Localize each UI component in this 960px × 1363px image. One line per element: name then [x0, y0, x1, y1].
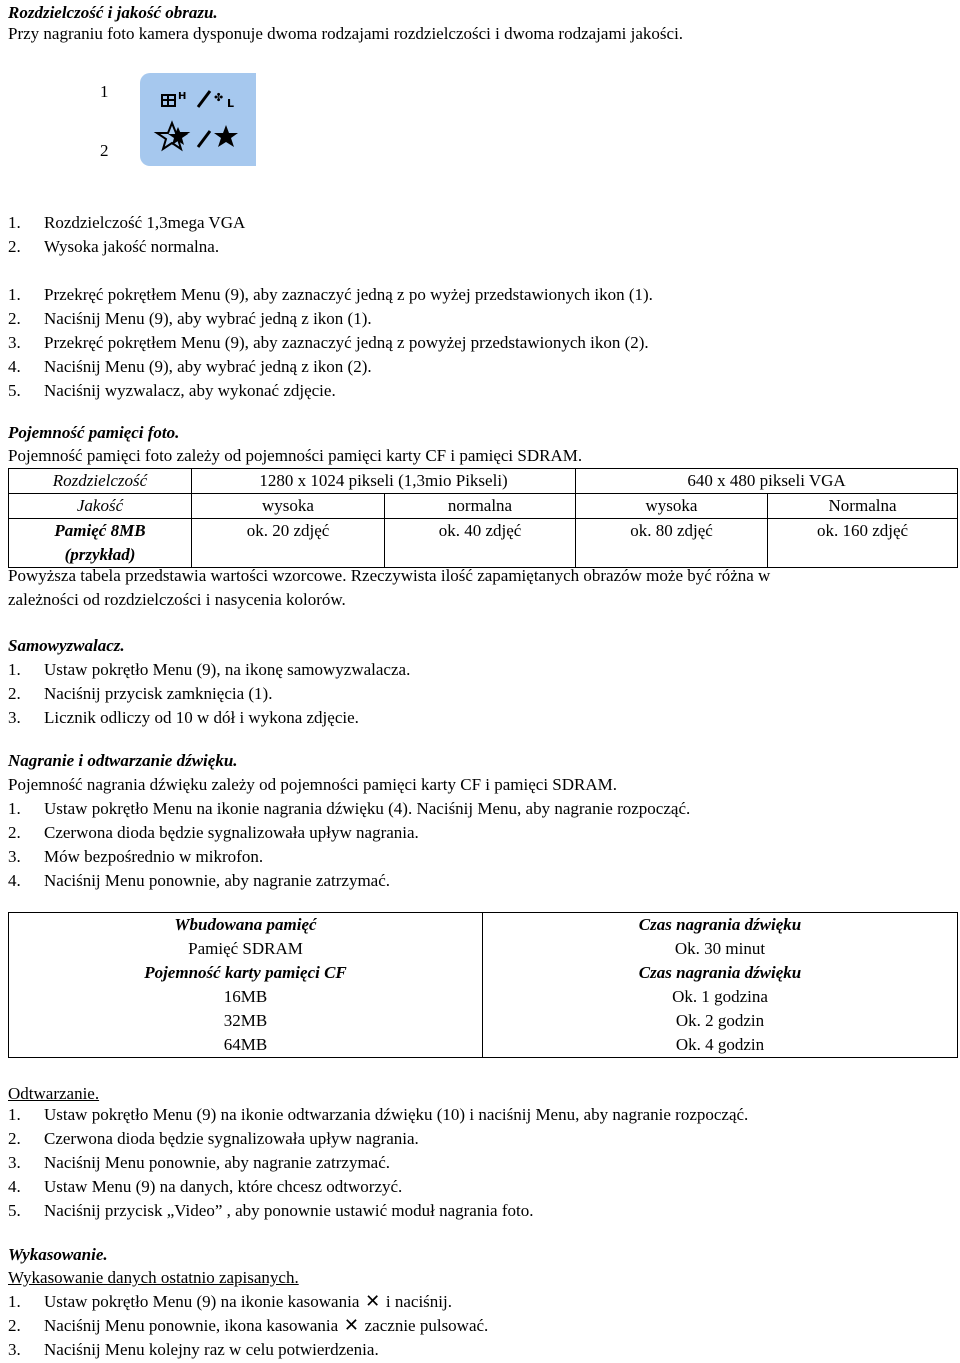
list-item: 5. Naciśnij przycisk „Video” , aby ponownie ustawić moduł nagrania foto.: [8, 1201, 534, 1220]
list-item: 3. Naciśnij Menu ponownie, aby nagranie zatrzymać.: [8, 1153, 391, 1172]
section-subtitle-delete: Wykasowanie danych ostatnio zapisanych.: [8, 1268, 299, 1287]
table-header-cell: Czas nagrania dźwięku: [483, 913, 958, 938]
table-header-cell: Czas nagrania dźwięku: [483, 961, 958, 985]
resolution-quality-icon: [140, 73, 256, 166]
audio-steps-list: [8, 797, 690, 893]
table-row: [9, 469, 958, 494]
audio-capacity-table: [8, 912, 958, 1058]
table-row: [9, 494, 958, 519]
section-title-delete: Wykasowanie.: [8, 1245, 108, 1264]
list-item: 1. Ustaw pokrętło Menu (9) na ikonie kasowania ✕ i naciśnij.: [8, 1291, 452, 1312]
table-row: [9, 961, 958, 985]
table-cell: Ok. 30 minut: [483, 937, 958, 961]
list-item: 2. Czerwona dioda będzie sygnalizowała upływ nagrania.: [8, 1129, 419, 1148]
list-item: 2. Czerwona dioda będzie sygnalizowała upływ nagrania.: [8, 823, 419, 842]
delete-steps-list: [8, 1290, 488, 1362]
table-cell: ok. 40 zdjęć: [385, 519, 576, 568]
list-item: 2. Naciśnij Menu (9), aby wybrać jedną z ikon (1).: [8, 309, 372, 328]
table-cell: wysoka: [576, 494, 768, 519]
table-row: [9, 937, 958, 961]
table-row: [9, 519, 958, 568]
selftimer-steps-list: [8, 658, 410, 730]
list-item: 2. Naciśnij Menu ponownie, ikona kasowania ✕ zacznie pulsować.: [8, 1315, 489, 1336]
list-item: 4. Naciśnij Menu (9), aby wybrać jedną z ikon (2).: [8, 357, 372, 376]
list-item: 2. Naciśnij przycisk zamknięcia (1).: [8, 684, 273, 703]
section-title-audio: Nagranie i odtwarzanie dźwięku.: [8, 751, 238, 770]
section-title-memory: Pojemność pamięci foto.: [8, 423, 180, 442]
table-row: [9, 1009, 958, 1033]
table-header-cell: Rozdzielczość: [9, 469, 192, 494]
list-item: 3. Naciśnij Menu kolejny raz w celu potwierdzenia.: [8, 1340, 379, 1359]
list-item: 3. Mów bezpośrednio w mikrofon.: [8, 847, 264, 866]
svg-text:L: L: [227, 97, 235, 110]
table-cell: 32MB: [9, 1009, 483, 1033]
table-cell: 16MB: [9, 985, 483, 1009]
delete-x-icon: ✕: [365, 1291, 381, 1312]
table-note-line-1: Powyższa tabela przedstawia wartości wzorcowe. Rzeczywista ilość zapamiętanych obrazów może być różna w: [8, 566, 771, 585]
list-item: 1. Ustaw pokrętło Menu na ikonie nagrania dźwięku (4). Naciśnij Menu, aby nagranie rozpocząć.: [8, 799, 691, 818]
svg-text:H: H: [178, 91, 187, 102]
list-item: 1. Przekręć pokrętłem Menu (9), aby zaznaczyć jedną z po wyżej przedstawionych ikon (1).: [8, 285, 653, 304]
icon-label-2: 2: [100, 141, 109, 160]
list-item: 4. Ustaw Menu (9) na danych, które chcesz odtworzyć.: [8, 1177, 403, 1196]
table-cell: normalna: [385, 494, 576, 519]
table-row: [9, 1033, 958, 1058]
table-cell: ok. 80 zdjęć: [576, 519, 768, 568]
table-cell: Normalna: [768, 494, 958, 519]
table-cell: ok. 20 zdjęć: [192, 519, 385, 568]
svg-text:✤: ✤: [214, 91, 224, 104]
mode-icons-panel: [140, 73, 256, 166]
section-title-selftimer: Samowyzwalacz.: [8, 636, 125, 655]
list-item: 3. Licznik odliczy od 10 w dół i wykona zdjęcie.: [8, 708, 359, 727]
list-item: 5. Naciśnij wyzwalacz, aby wykonać zdjęcie.: [8, 381, 336, 400]
table-cell: Pamięć SDRAM: [9, 937, 483, 961]
list-item: 1. Ustaw pokrętło Menu (9) na ikonie odtwarzania dźwięku (10) i naciśnij Menu, aby nagranie rozpocząć.: [8, 1105, 749, 1124]
table-header-cell: Jakość: [9, 494, 192, 519]
table-cell: ok. 160 zdjęć: [768, 519, 958, 568]
photo-capacity-table: [8, 468, 958, 568]
table-note-line-2: zależności od rozdzielczości i nasycenia kolorów.: [8, 590, 346, 609]
section-intro-resolution: Przy nagraniu foto kamera dysponuje dwoma rodzajami rozdzielczości i dwoma rodzajami jakości.: [8, 24, 684, 43]
resolution-steps-list: [8, 283, 653, 403]
delete-x-icon: ✕: [343, 1315, 359, 1336]
table-header-cell: Wbudowana pamięć: [9, 913, 483, 938]
icon-label-1: 1: [100, 82, 109, 101]
table-header-cell: Pamięć 8MB (przykład): [9, 519, 192, 568]
section-intro-audio: Pojemność nagrania dźwięku zależy od pojemności pamięci karty CF i pamięci SDRAM.: [8, 775, 618, 794]
playback-steps-list: [8, 1103, 748, 1223]
section-title-playback: Odtwarzanie.: [8, 1084, 100, 1103]
icon-legend-list: [8, 211, 245, 259]
table-cell: 640 x 480 pikseli VGA: [576, 469, 958, 494]
table-cell: wysoka: [192, 494, 385, 519]
table-cell: Ok. 1 godzina: [483, 985, 958, 1009]
table-cell: 64MB: [9, 1033, 483, 1058]
table-row: [9, 913, 958, 938]
list-item: 1. Ustaw pokrętło Menu (9), na ikonę samowyzwalacza.: [8, 660, 411, 679]
list-item: 4. Naciśnij Menu ponownie, aby nagranie zatrzymać.: [8, 871, 391, 890]
table-header-cell: Pojemność karty pamięci CF: [9, 961, 483, 985]
section-intro-memory: Pojemność pamięci foto zależy od pojemności pamięci karty CF i pamięci SDRAM.: [8, 446, 583, 465]
list-item: 3. Przekręć pokrętłem Menu (9), aby zaznaczyć jedną z powyżej przedstawionych ikon (2).: [8, 333, 649, 352]
table-cell: Ok. 4 godzin: [483, 1033, 958, 1058]
table-cell: 1280 x 1024 pikseli (1,3mio Pikseli): [192, 469, 576, 494]
section-title-resolution: Rozdzielczość i jakość obrazu.: [8, 3, 218, 22]
list-item: 2. Wysoka jakość normalna.: [8, 237, 220, 256]
table-cell: Ok. 2 godzin: [483, 1009, 958, 1033]
table-row: [9, 985, 958, 1009]
list-item: 1. Rozdzielczość 1,3mega VGA: [8, 213, 246, 232]
